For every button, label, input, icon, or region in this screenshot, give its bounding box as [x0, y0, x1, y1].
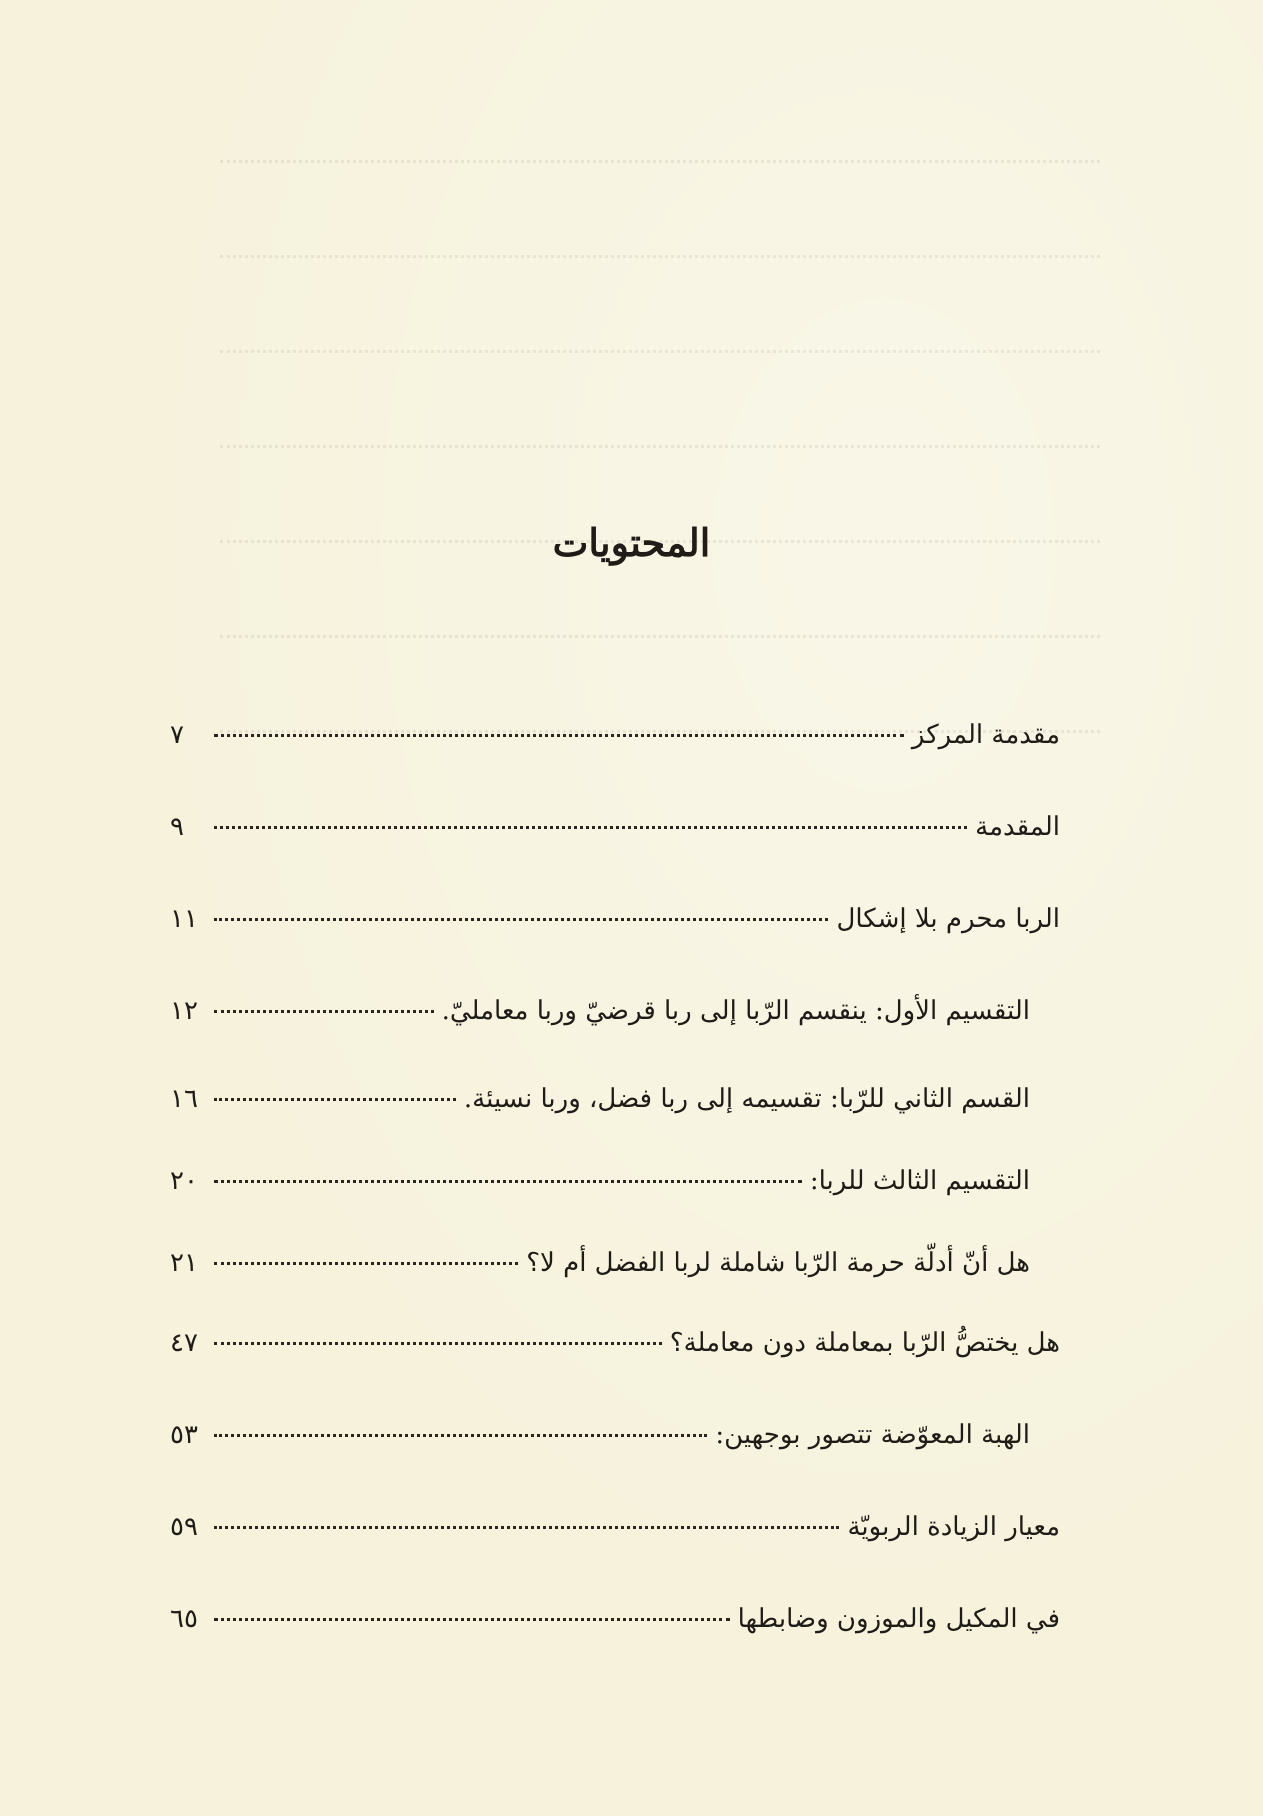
toc-entry-page: ٥٩ — [170, 1512, 198, 1542]
toc-entry-title: في المكيل والموزون وضابطها — [737, 1604, 1060, 1634]
contents-heading: المحتويات — [552, 520, 711, 565]
leader-dots — [214, 1342, 662, 1345]
toc-entry-page: ١٢ — [170, 996, 198, 1026]
toc-entry-page: ١٦ — [170, 1084, 198, 1114]
toc-entry-title: الهبة المعوّضة تتصور بوجهين: — [715, 1420, 1030, 1450]
toc-entry-title: المقدمة — [975, 812, 1060, 842]
toc-entry[interactable] — [170, 1420, 1030, 1464]
leader-dots — [214, 1618, 730, 1621]
leader-dots — [214, 1262, 518, 1265]
toc-entry-title: التقسيم الثالث للربا: — [809, 1166, 1030, 1196]
toc-entry[interactable] — [170, 1604, 1060, 1648]
toc-entry-page: ٤٧ — [170, 1328, 198, 1358]
toc-entry-title: الربا محرم بلا إشكال — [836, 904, 1060, 934]
leader-dots — [214, 918, 828, 921]
toc-entry-title: هل أنّ أدلّة حرمة الرّبا شاملة لربا الفضل أم لا؟ — [526, 1248, 1030, 1278]
toc-entry-page: ٥٣ — [170, 1420, 198, 1450]
toc-entry[interactable] — [170, 996, 1030, 1040]
toc-entry-page: ٦٥ — [170, 1604, 198, 1634]
toc-entry[interactable] — [170, 1328, 1060, 1372]
leader-dots — [214, 1526, 839, 1529]
toc-entry-title: مقدمة المركز — [911, 720, 1060, 750]
leader-dots — [214, 1010, 434, 1013]
leader-dots — [214, 826, 967, 829]
toc-entry[interactable] — [170, 1248, 1030, 1292]
table-of-contents — [170, 700, 1060, 1660]
toc-entry-title: التقسيم الأول: ينقسم الرّبا إلى ربا قرضيّ وربا معامليّ. — [441, 996, 1030, 1026]
toc-entry-title: معيار الزيادة الربويّة — [847, 1512, 1060, 1542]
toc-entry[interactable] — [170, 1166, 1030, 1210]
leader-dots — [214, 1180, 802, 1183]
toc-entry-title: هل يختصُّ الرّبا بمعاملة دون معاملة؟ — [669, 1328, 1060, 1358]
toc-entry-page: ٧ — [170, 720, 184, 750]
toc-entry[interactable] — [170, 1084, 1030, 1128]
leader-dots — [214, 734, 904, 737]
toc-entry-page: ٢١ — [170, 1248, 198, 1278]
toc-entry[interactable] — [170, 812, 1060, 856]
leader-dots — [214, 1098, 456, 1101]
toc-entry-page: ٩ — [170, 812, 184, 842]
leader-dots — [214, 1434, 707, 1437]
toc-entry[interactable] — [170, 904, 1060, 948]
toc-entry-page: ٢٠ — [170, 1166, 198, 1196]
toc-entry-title: القسم الثاني للرّبا: تقسيمه إلى ربا فضل، وربا نسيئة. — [463, 1084, 1030, 1114]
toc-entry[interactable] — [170, 1512, 1060, 1556]
toc-entry[interactable] — [170, 720, 1060, 764]
toc-entry-page: ١١ — [170, 904, 198, 934]
